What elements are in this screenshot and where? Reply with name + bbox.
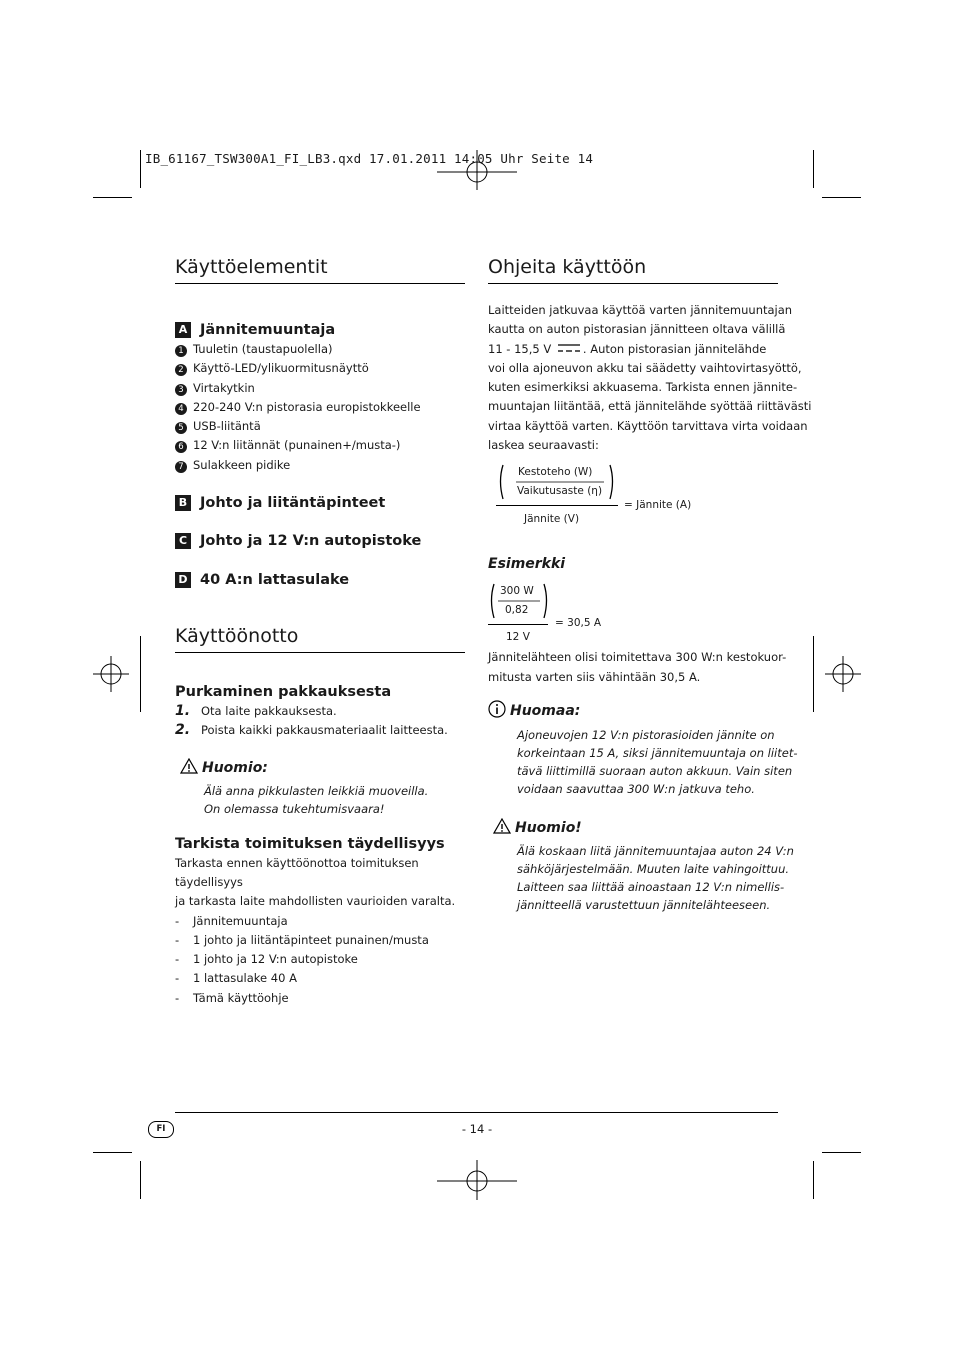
warning2-heading: Huomio!: [493, 818, 778, 838]
list-item: 1 Tuuletin (taustapuolella): [175, 340, 465, 359]
list-item: 3 Virtakytkin: [175, 379, 465, 398]
warning-text: Älä anna pikkulasten leikkiä muoveilla. On olemassa tukehtumisvaara!: [204, 783, 429, 816]
component-list: [175, 340, 465, 475]
list-item: - Tämä käyttöohje: [175, 990, 289, 1005]
example-result: = 30,5 A: [555, 617, 602, 630]
usage-title: Ohjeita käyttöön: [488, 255, 778, 284]
warning-heading: Huomio:: [180, 758, 465, 778]
registration-mark-bottom: [437, 1160, 517, 1200]
warning2-text: Älä koskaan liitä jännitemuuntajaa auton 24 V:n sähköjärjestelmään. Muuten laite vahingoittuu. Laitteen saa liittää ainoastaan 12 V:n nimellis- jännitteellä varustettuun jännitelähteeseen.: [517, 843, 794, 912]
note-heading: Huomaa:: [488, 700, 778, 721]
group-c-heading: C Johto ja 12 V:n autopistoke: [175, 531, 465, 551]
number-badge: 4: [175, 403, 187, 415]
info-icon: [488, 700, 506, 718]
number-badge: 6: [175, 441, 187, 453]
list-item: - 1 lattasulake 40 A: [175, 971, 297, 986]
number-badge: 1: [175, 345, 187, 357]
language-badge: FI: [148, 1121, 174, 1138]
group-b-heading: B Johto ja liitäntäpinteet: [175, 493, 465, 513]
intro-text: Laitteiden jatkuvaa käyttöä varten jännitemuuntajan kautta on auton pistorasian jännitteen oltava välillä 11 - 15,5 V . Auton pistorasian jännitelähde voi olla ajoneuvon akku tai säädetty vaihtovirtasyöttö, kuten esimerkiksi akkuasema. Tarkista ennen jännite- muuntajan liitäntää, että jännitelähde syöttää riittävästi virtaa käyttöä varten. Käyttöön tarvittava virta voidaan laskea seuraavasti:: [488, 303, 812, 453]
number-badge: 3: [175, 384, 187, 396]
registration-mark-left: [93, 656, 129, 692]
left-column: [175, 255, 465, 1008]
group-a-heading: [175, 320, 465, 340]
list-item: - 1 johto ja 12 V:n autopistoke: [175, 952, 358, 967]
footer-rule: [175, 1112, 778, 1113]
note-text: Ajoneuvojen 12 V:n pistorasioiden jännite on korkeintaan 15 A, siksi jännitemuuntaja on liitet- tävä liittimillä suoraan auton akkuun. Vain siten voidaan saavuttaa 300 W:n jatkuva teho.: [517, 727, 798, 796]
step-item: 2. Poista kaikki pakkausmateriaalit laitteesta.: [175, 722, 448, 739]
warning-icon: [493, 818, 511, 834]
example-text: Jännitelähteen olisi toimitettava 300 W:n kestokuor- mitusta varten siis vähintään 30,5 A.: [488, 650, 787, 684]
list-item: - Jännitemuuntaja: [175, 913, 288, 928]
contents-list: [175, 912, 465, 1008]
formula-denominator: Vaikutusaste (η): [517, 485, 603, 498]
example-voltage: 12 V: [506, 631, 530, 644]
group-letter-a: A: [175, 322, 191, 338]
example-heading: Esimerkki: [488, 556, 566, 573]
warning-icon: [180, 758, 198, 774]
group-letter-d: D: [175, 572, 191, 588]
number-badge: 7: [175, 461, 187, 473]
step-item: 1. Ota laite pakkauksesta.: [175, 703, 337, 720]
example-numerator: 300 W: [500, 585, 534, 598]
formula-main-line: [496, 505, 618, 506]
unpack-heading: Purkaminen pakkauksesta: [175, 684, 392, 701]
current-formula: [488, 463, 778, 535]
formula-result: = Jännite (A): [624, 499, 692, 512]
example-main-line: [488, 624, 548, 625]
list-item: 2 Käyttö-LED/ylikuormitusnäyttö: [175, 359, 465, 378]
print-header: IB_61167_TSW300A1_FI_LB3.qxd 17.01.2011 14:05 Uhr Seite 14: [145, 151, 594, 166]
startup-title: Käyttöönotto: [175, 624, 465, 653]
formula-voltage: Jännite (V): [524, 513, 580, 526]
right-column: [488, 255, 812, 914]
example-denominator: 0,82: [505, 604, 529, 617]
number-badge: 5: [175, 422, 187, 434]
list-item: - 1 johto ja liitäntäpinteet punainen/musta: [175, 932, 429, 947]
example-formula: [488, 582, 778, 648]
number-badge: 2: [175, 364, 187, 376]
check-heading: Tarkista toimituksen täydellisyys: [175, 835, 445, 852]
check-text: Tarkasta ennen käyttöönottoa toimituksen täydellisyys ja tarkasta laite mahdollisten vaurioiden varalta.: [175, 855, 456, 909]
registration-mark-right: [825, 656, 861, 692]
group-d-heading: D 40 A:n lattasulake: [175, 570, 465, 590]
list-item: 5 USB-liitäntä: [175, 417, 465, 436]
group-a-title: Jännitemuuntaja: [200, 322, 336, 338]
list-item: 4 220-240 V:n pistorasia europistokkeelle: [175, 398, 465, 417]
group-letter-c: C: [175, 533, 191, 549]
list-item: 7 Sulakkeen pidike: [175, 456, 465, 475]
page-number: - 14 -: [461, 1122, 493, 1136]
list-item: 6 12 V:n liitännät (punainen+/musta-): [175, 436, 465, 455]
dc-symbol-icon: [557, 343, 581, 353]
formula-numerator: Kestoteho (W): [518, 466, 593, 479]
controls-title: Käyttöelementit: [175, 255, 465, 284]
group-letter-b: B: [175, 495, 191, 511]
